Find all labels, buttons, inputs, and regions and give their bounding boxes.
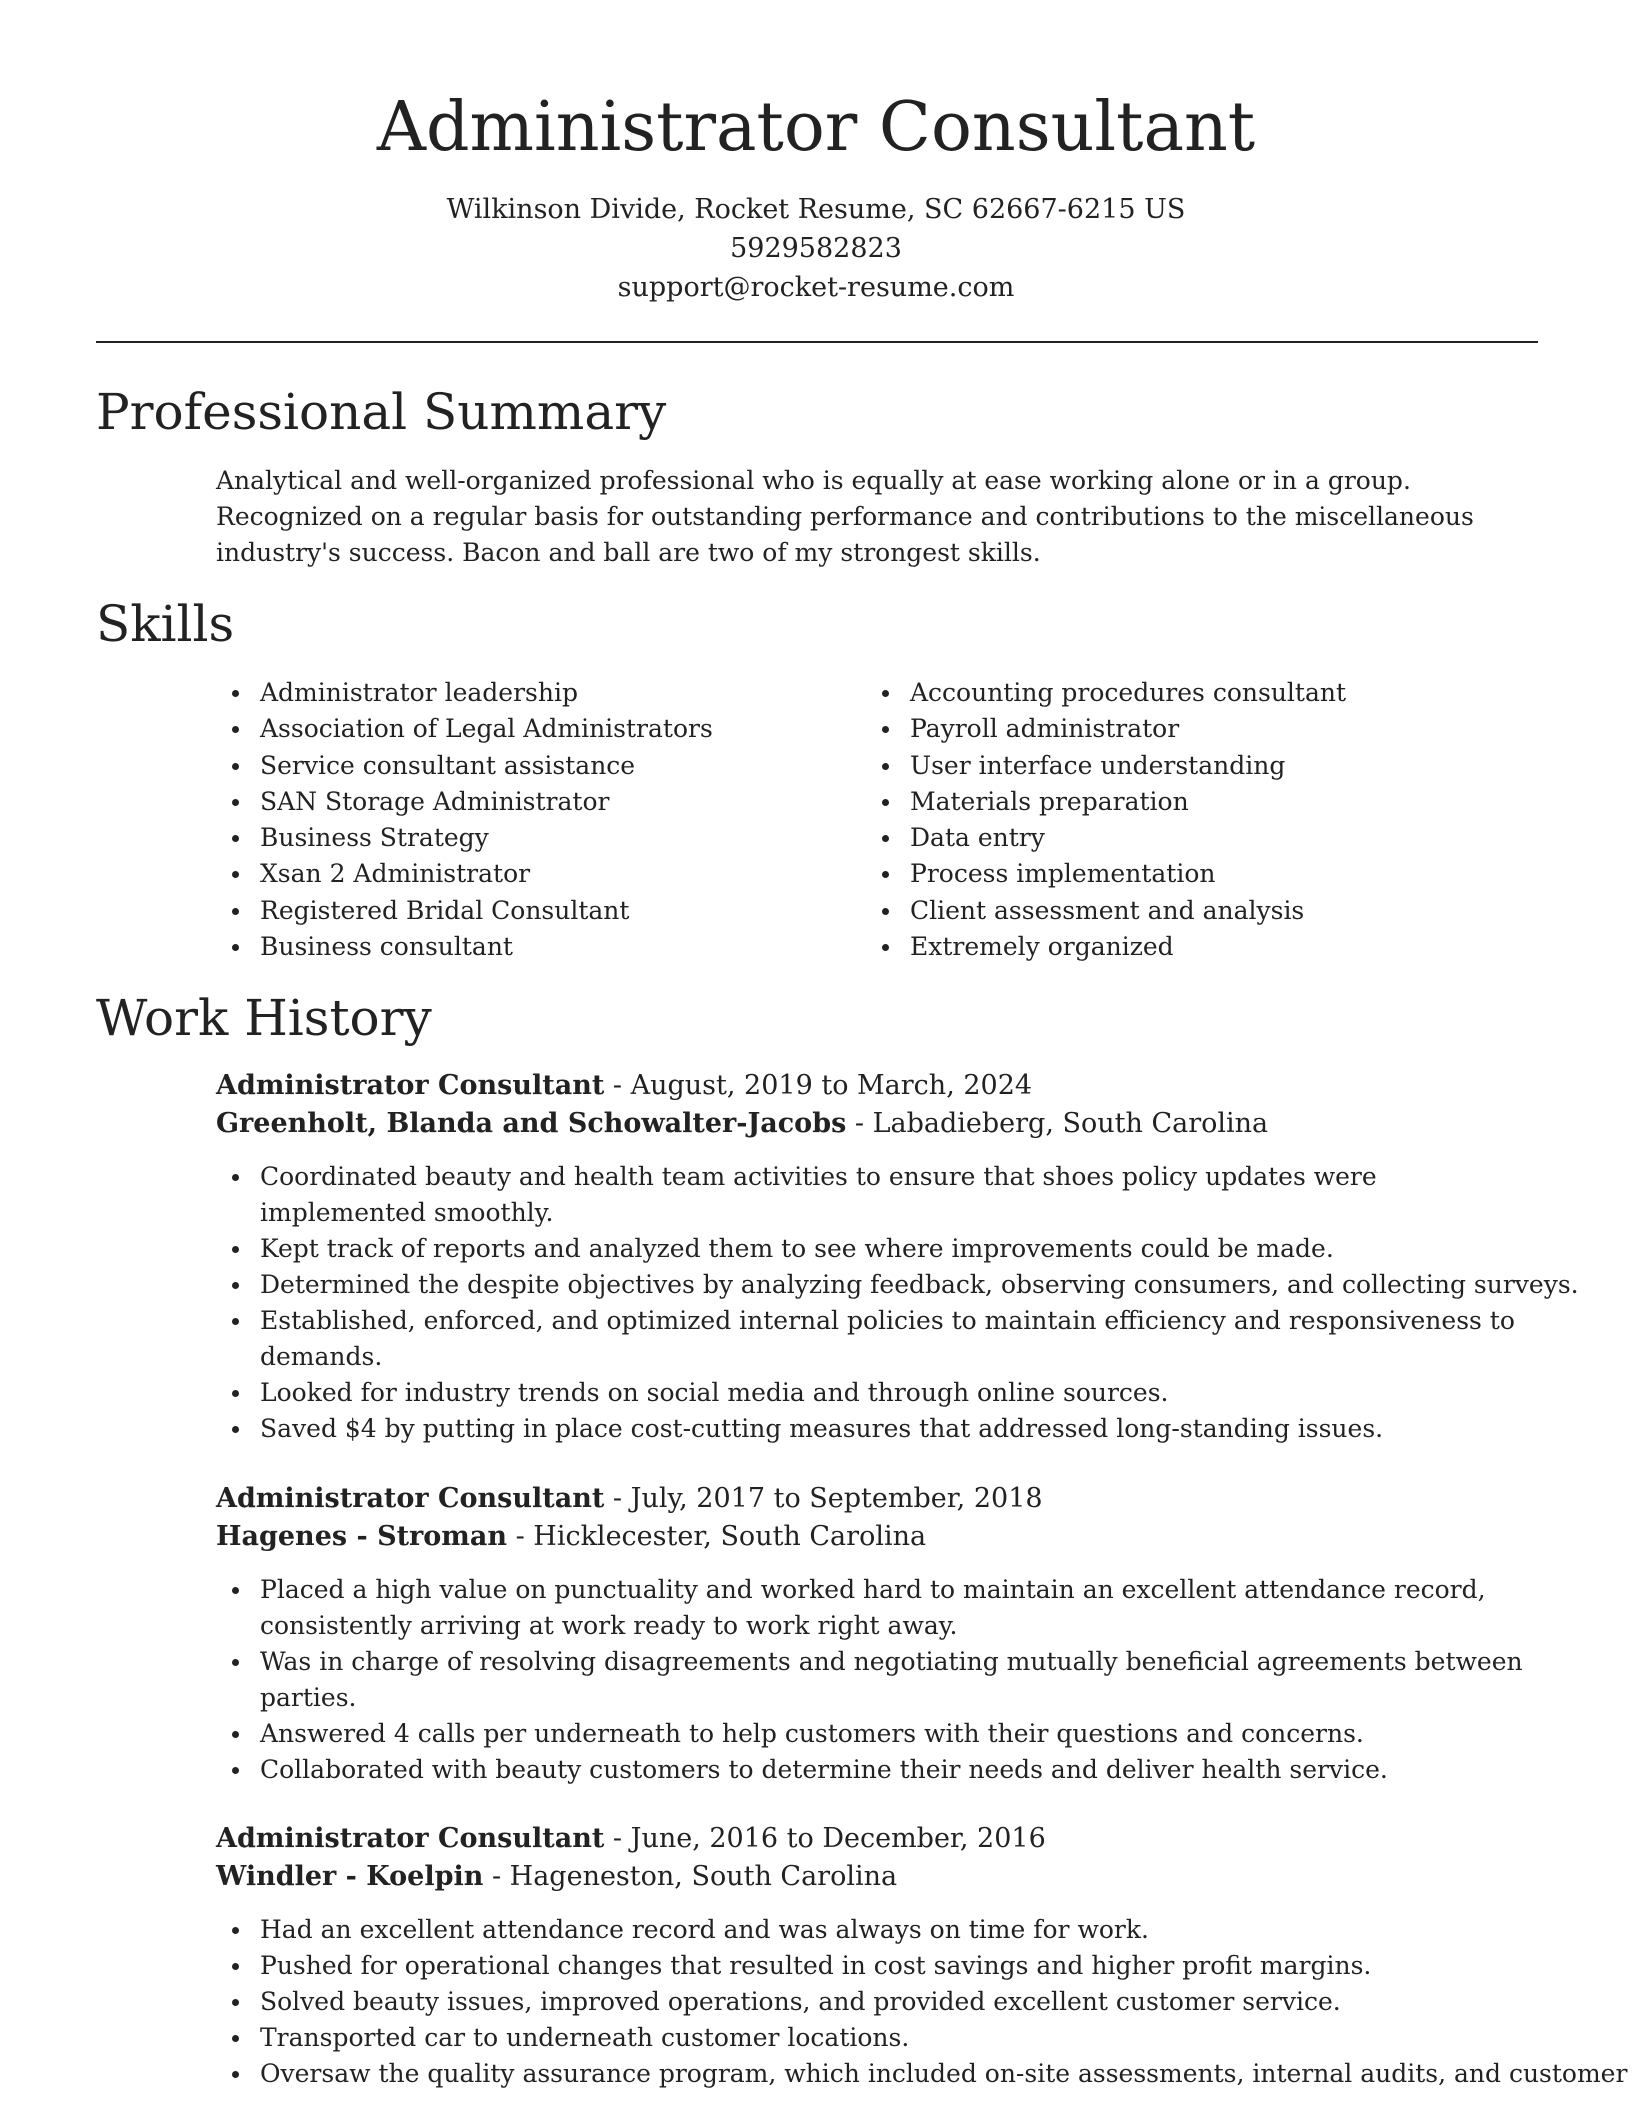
job-bullet: Collaborated with beauty customers to determine their needs and deliver health service. — [216, 1752, 1538, 1788]
skill-item: SAN Storage Administrator — [216, 784, 713, 820]
skill-item: Data entry — [866, 820, 1346, 856]
job-bullet: Determined the despite objectives by analyzing feedback, observing consumers, and collecting surveys. — [216, 1267, 1538, 1303]
job-bullet: Placed a high value on punctuality and worked hard to maintain an excellent attendance record, consistently arriving at work ready to work right away. — [216, 1572, 1538, 1644]
skill-item: Business consultant — [216, 929, 713, 965]
skill-item: Process implementation — [866, 856, 1346, 892]
skill-item: Xsan 2 Administrator — [216, 856, 713, 892]
skill-item: Service consultant assistance — [216, 748, 713, 784]
job-title: Administrator Consultant — [216, 1483, 605, 1514]
skills-list-right — [866, 675, 1346, 965]
summary-heading: Professional Summary — [96, 383, 667, 441]
job-bullet: Coordinated beauty and health team activities to ensure that shoes policy updates were implemented smoothly. — [216, 1159, 1538, 1231]
candidate-name: Administrator Consultant — [376, 88, 1256, 167]
job-dates: - August, 2019 to March, 2024 — [604, 1070, 1033, 1101]
job-company-line — [216, 1105, 1538, 1143]
job-bullet: Had an excellent attendance record and was always on time for work. — [216, 1912, 1538, 1948]
job-title-line — [216, 1480, 1538, 1518]
job-bullet: Established, enforced, and optimized internal policies to maintain efficiency and responsiveness to demands. — [216, 1303, 1538, 1375]
phone-text: 5929582823 — [730, 233, 902, 264]
skill-item: Accounting procedures consultant — [866, 675, 1346, 711]
job-bullet: Saved $4 by putting in place cost-cutting measures that addressed long-standing issues. — [216, 1411, 1538, 1447]
job-bullets — [216, 1912, 1628, 2092]
job-bullet: Kept track of reports and analyzed them to see where improvements could be made. — [216, 1231, 1538, 1267]
job-title: Administrator Consultant — [216, 1823, 605, 1854]
job-bullet: Answered 4 calls per underneath to help customers with their questions and concerns. — [216, 1716, 1538, 1752]
skill-item: Association of Legal Administrators — [216, 711, 713, 747]
job-title-line — [216, 1067, 1538, 1105]
address-text: Wilkinson Divide, Rocket Resume, SC 62667-6215 US — [446, 194, 1186, 225]
job-dates: - July, 2017 to September, 2018 — [604, 1483, 1043, 1514]
job-bullet: Oversaw the quality assurance program, which included on-site assessments, internal audits, and customer — [216, 2056, 1538, 2092]
contact-block — [0, 190, 1632, 307]
skill-item: Materials preparation — [866, 784, 1346, 820]
email-text: support@rocket-resume.com — [617, 272, 1015, 303]
job-location: - Hicklecester, South Carolina — [506, 1521, 927, 1552]
job-bullet: Solved beauty issues, improved operations, and provided excellent customer service. — [216, 1984, 1538, 2020]
summary-text: Analytical and well-organized professional who is equally at ease working alone or in a group. Recognized on a regular basis for outstanding performance and contributions to the miscellaneous industry's success. Bacon and ball are two of my strongest skills. — [216, 466, 1474, 567]
work-history-heading: Work History — [96, 989, 432, 1047]
job-company: Greenholt, Blanda and Schowalter-Jacobs — [216, 1108, 847, 1139]
job-bullet: Pushed for operational changes that resulted in cost savings and higher profit margins. — [216, 1948, 1538, 1984]
job-location: - Hageneston, South Carolina — [483, 1861, 898, 1892]
skills-heading: Skills — [96, 595, 235, 653]
job-bullets — [216, 1572, 1538, 1788]
skill-item: Payroll administrator — [866, 711, 1346, 747]
job-bullet: Looked for industry trends on social media and through online sources. — [216, 1375, 1538, 1411]
skill-item: Administrator leadership — [216, 675, 713, 711]
job-location: - Labadieberg, South Carolina — [846, 1108, 1269, 1139]
job-title-line — [216, 1820, 1538, 1858]
job-bullet: Transported car to underneath customer locations. — [216, 2020, 1538, 2056]
header-divider — [96, 341, 1538, 343]
skill-item: Business Strategy — [216, 820, 713, 856]
job-company: Hagenes - Stroman — [216, 1521, 507, 1552]
job-entry — [216, 1480, 1538, 1788]
job-title: Administrator Consultant — [216, 1070, 605, 1101]
job-company-line — [216, 1518, 1538, 1556]
job-dates: - June, 2016 to December, 2016 — [604, 1823, 1046, 1854]
job-entry — [216, 1820, 1628, 2092]
job-entry — [216, 1067, 1579, 1447]
skill-item: Registered Bridal Consultant — [216, 893, 713, 929]
job-bullets — [216, 1159, 1579, 1447]
skills-list-left — [216, 675, 713, 965]
job-company: Windler - Koelpin — [216, 1861, 484, 1892]
job-company-line — [216, 1858, 1538, 1896]
skill-item: Client assessment and analysis — [866, 893, 1346, 929]
job-bullet: Was in charge of resolving disagreements and negotiating mutually beneficial agreements between parties. — [216, 1644, 1538, 1716]
skill-item: User interface understanding — [866, 748, 1346, 784]
skill-item: Extremely organized — [866, 929, 1346, 965]
